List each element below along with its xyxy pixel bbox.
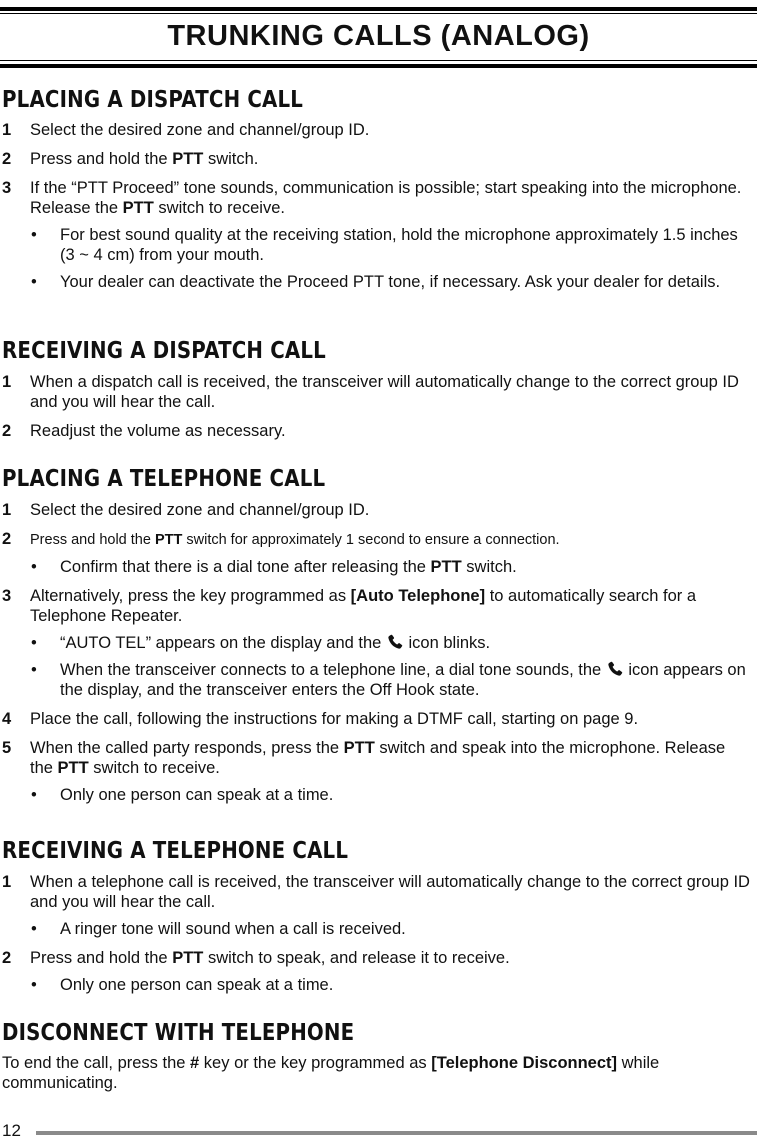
step-text: Place the call, following the instructions for making a DTMF call, starting on page 9. bbox=[30, 710, 639, 728]
auto-telephone-key-label: [Auto Telephone] bbox=[350, 587, 486, 605]
step-1 bbox=[2, 120, 752, 140]
step-text: Select the desired zone and channel/group ID. bbox=[30, 501, 370, 519]
step-text: Readjust the volume as necessary. bbox=[30, 422, 286, 440]
section-receiving-dispatch-call bbox=[2, 337, 752, 441]
bullet-dot: • bbox=[31, 634, 37, 652]
section-heading: RECEIVING A TELEPHONE CALL bbox=[2, 838, 349, 864]
bullet-item bbox=[2, 975, 752, 995]
step-text: If the “PTT Proceed” tone sounds, communication is possible; start speaking into the microphone. Release the PTT switch to receive. bbox=[30, 179, 742, 217]
bullet-dot: • bbox=[31, 226, 37, 244]
ptt-key-label: PTT bbox=[154, 532, 183, 548]
step-number: 5 bbox=[2, 739, 12, 757]
hash-key-label: # bbox=[190, 1054, 200, 1072]
phone-handset-icon bbox=[606, 660, 624, 678]
title-rule-thin bbox=[0, 60, 757, 61]
section-receiving-telephone-call bbox=[2, 837, 752, 995]
step-number: 1 bbox=[2, 873, 12, 891]
step-number: 1 bbox=[2, 121, 12, 139]
section-heading: DISCONNECT WITH TELEPHONE bbox=[2, 1020, 355, 1046]
footer-rule bbox=[36, 1131, 757, 1135]
bullet-item bbox=[2, 633, 752, 653]
bullet-dot: • bbox=[31, 273, 37, 291]
step-1 bbox=[2, 872, 752, 912]
step-3 bbox=[2, 178, 752, 218]
bullet-text: Only one person can speak at a time. bbox=[60, 976, 334, 994]
step-text: Select the desired zone and channel/group ID. bbox=[30, 121, 370, 139]
bullet-item bbox=[2, 785, 752, 805]
step-text: When the called party responds, press the PTT switch and speak into the microphone. Release the PTT switch to receive. bbox=[30, 739, 726, 777]
step-number: 2 bbox=[2, 530, 12, 548]
step-2 bbox=[2, 529, 752, 550]
section-heading: PLACING A TELEPHONE CALL bbox=[2, 466, 326, 492]
section-placing-dispatch-call bbox=[2, 86, 752, 292]
step-4 bbox=[2, 709, 752, 729]
top-rule-thick bbox=[0, 7, 757, 11]
step-3 bbox=[2, 586, 752, 626]
step-text: Press and hold the PTT switch. bbox=[30, 150, 259, 168]
step-text: Press and hold the PTT switch to speak, and release it to receive. bbox=[30, 949, 510, 967]
step-number: 2 bbox=[2, 150, 12, 168]
bullet-text: For best sound quality at the receiving station, hold the microphone approximately 1.5 inches (3 ~ 4 cm) from your mouth. bbox=[60, 226, 738, 264]
bullet-item bbox=[2, 919, 752, 939]
page-number: 12 bbox=[2, 1121, 21, 1140]
bullet-dot: • bbox=[31, 558, 37, 576]
step-number: 2 bbox=[2, 949, 12, 967]
bullet-dot: • bbox=[31, 786, 37, 804]
ptt-key-label: PTT bbox=[172, 150, 204, 168]
step-1 bbox=[2, 372, 752, 412]
step-text: When a dispatch call is received, the transceiver will automatically change to the correct group ID and you will hear the call. bbox=[30, 373, 739, 411]
paragraph: To end the call, press the # key or the key programmed as [Telephone Disconnect] while communicating. bbox=[2, 1054, 660, 1092]
step-number: 2 bbox=[2, 422, 12, 440]
bullet-dot: • bbox=[31, 920, 37, 938]
ptt-key-label: PTT bbox=[57, 759, 89, 777]
ptt-key-label: PTT bbox=[430, 558, 462, 576]
step-number: 1 bbox=[2, 501, 12, 519]
bullet-text: Your dealer can deactivate the Proceed PTT tone, if necessary. Ask your dealer for details. bbox=[60, 273, 721, 291]
bullet-text: When the transceiver connects to a telephone line, a dial tone sounds, the icon appears on the display, and the transceiver enters the Off Hook state. bbox=[60, 661, 746, 699]
step-number: 4 bbox=[2, 710, 12, 728]
section-heading: PLACING A DISPATCH CALL bbox=[2, 87, 304, 113]
step-2 bbox=[2, 149, 752, 169]
step-text: Alternatively, press the key programmed as [Auto Telephone] to automatically search for a Telephone Repeater. bbox=[30, 587, 697, 625]
bullet-text: “AUTO TEL” appears on the display and the icon blinks. bbox=[60, 634, 491, 652]
phone-handset-icon bbox=[386, 633, 404, 651]
bullet-item bbox=[2, 225, 752, 265]
step-text: Press and hold the PTT switch for approximately 1 second to ensure a connection. bbox=[30, 532, 560, 548]
step-2 bbox=[2, 948, 752, 968]
section-disconnect-with-telephone bbox=[2, 1019, 752, 1093]
telephone-disconnect-key-label: [Telephone Disconnect] bbox=[431, 1054, 618, 1072]
ptt-key-label: PTT bbox=[343, 739, 375, 757]
step-5 bbox=[2, 738, 752, 778]
bullet-dot: • bbox=[31, 976, 37, 994]
step-number: 3 bbox=[2, 179, 12, 197]
ptt-key-label: PTT bbox=[122, 199, 154, 217]
bullet-item bbox=[2, 660, 752, 700]
title-rule-thick bbox=[0, 64, 757, 68]
section-placing-telephone-call bbox=[2, 465, 752, 805]
bullet-text: Confirm that there is a dial tone after releasing the PTT switch. bbox=[60, 558, 517, 576]
step-1 bbox=[2, 500, 752, 520]
page-title: TRUNKING CALLS (ANALOG) bbox=[167, 20, 590, 52]
section-heading: RECEIVING A DISPATCH CALL bbox=[2, 338, 326, 364]
bullet-text: A ringer tone will sound when a call is received. bbox=[60, 920, 406, 938]
step-2 bbox=[2, 421, 752, 441]
bullet-dot: • bbox=[31, 661, 37, 679]
step-number: 3 bbox=[2, 587, 12, 605]
step-text: When a telephone call is received, the transceiver will automatically change to the correct group ID and you will hear the call. bbox=[30, 873, 750, 911]
ptt-key-label: PTT bbox=[172, 949, 204, 967]
bullet-text: Only one person can speak at a time. bbox=[60, 786, 334, 804]
bullet-item bbox=[2, 272, 752, 292]
step-number: 1 bbox=[2, 373, 12, 391]
bullet-item bbox=[2, 557, 752, 577]
top-rule-thin bbox=[0, 13, 757, 14]
